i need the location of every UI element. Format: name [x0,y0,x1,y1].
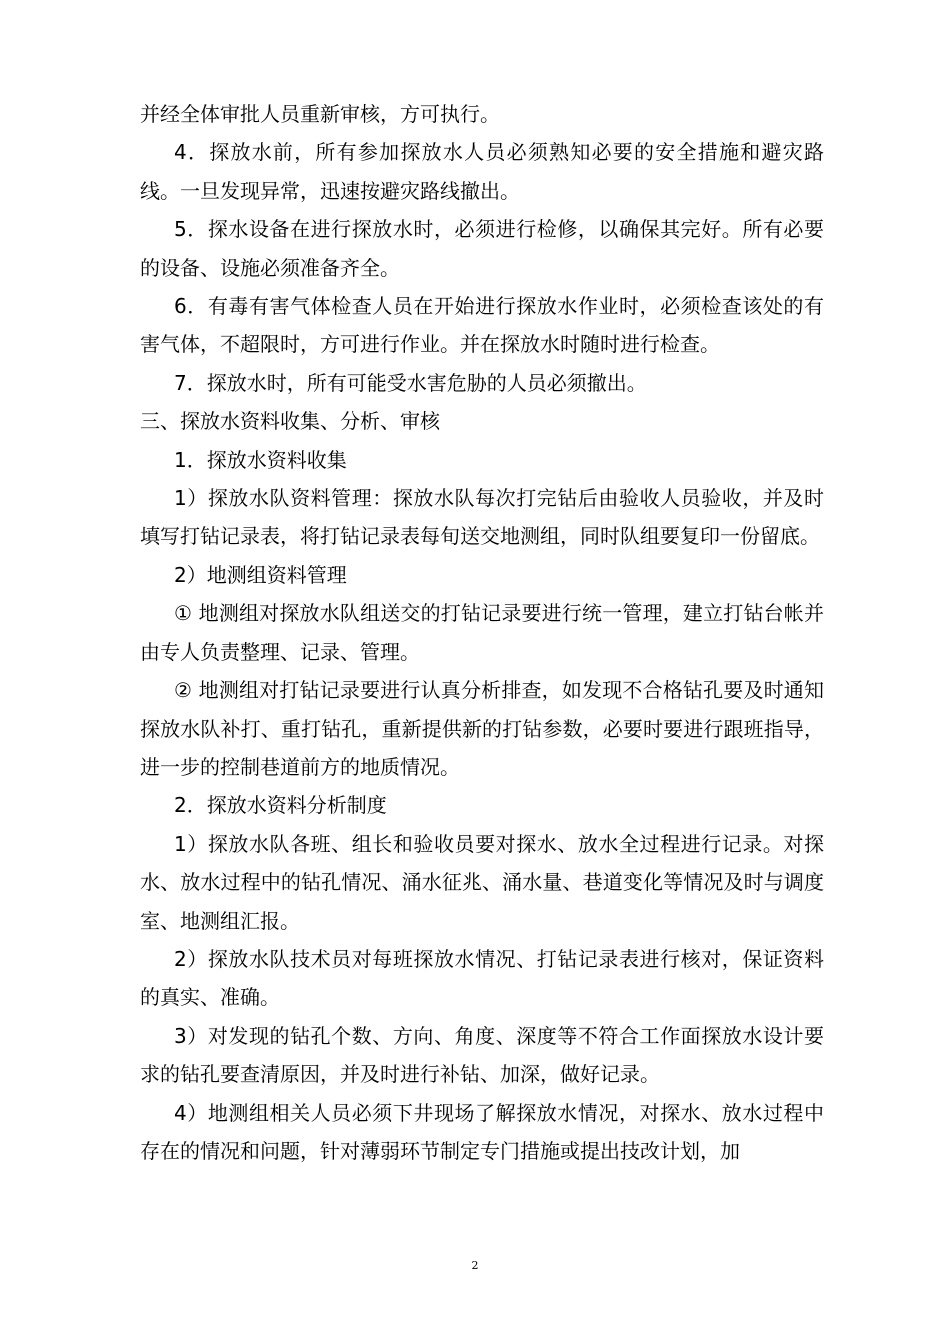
page-number: 2 [471,1259,479,1272]
paragraph: 5．探水设备在进行探放水时，必须进行检修，以确保其完好。所有必要的设备、设施必须准备齐全。 [140,217,824,280]
paragraph: 4．探放水前，所有参加探放水人员必须熟知必要的安全措施和避灾路线。一旦发现异常，迅速按避灾路线撤出。 [140,140,824,203]
document-body [140,95,824,1170]
subsection-heading: 1．探放水资料收集 [174,447,347,472]
paragraph: 2）探放水队技术员对每班探放水情况、打钻记录表进行核对，保证资料的真实、准确。 [140,946,824,1010]
section-heading: 三、探放水资料收集、分析、审核 [140,409,440,434]
paragraph: 1）探放水队各班、组长和验收员要对探水、放水全过程进行记录。对探水、放水过程中的钻孔情况、涌水征兆、涌水量、巷道变化等情况及时与调度室、地测组汇报。 [140,831,824,933]
paragraph: ② 地测组对打钻记录要进行认真分析排查，如发现不合格钻孔要及时通知探放水队补打、重打钻孔，重新提供新的打钻参数，必要时要进行跟班指导，进一步的控制巷道前方的地质情况。 [140,678,824,779]
paragraph: 4）地测组相关人员必须下井现场了解探放水情况，对探水、放水过程中存在的情况和问题，针对薄弱环节制定专门措施或提出技改计划，加 [140,1100,824,1163]
subsection-heading: 2．探放水资料分析制度 [174,793,387,818]
paragraph: ① 地测组对探放水队组送交的打钻记录要进行统一管理，建立打钻台帐并由专人负责整理、记录、管理。 [140,601,824,664]
paragraph: 2）地测组资料管理 [174,562,347,587]
paragraph: 并经全体审批人员重新审核，方可执行。 [140,102,500,126]
paragraph: 3）对发现的钻孔个数、方向、角度、深度等不符合工作面探放水设计要求的钻孔要查清原因，并及时进行补钻、加深，做好记录。 [140,1023,824,1087]
paragraph: 1）探放水队资料管理：探放水队每次打完钻后由验收人员验收，并及时填写打钻记录表，将打钻记录表每旬送交地测组，同时队组要复印一份留底。 [140,486,824,549]
paragraph: 6．有毒有害气体检查人员在开始进行探放水作业时，必须检查该处的有害气体，不超限时，方可进行作业。并在探放水时随时进行检查。 [140,294,824,357]
paragraph: 7．探放水时，所有可能受水害危胁的人员必须撤出。 [174,370,647,395]
